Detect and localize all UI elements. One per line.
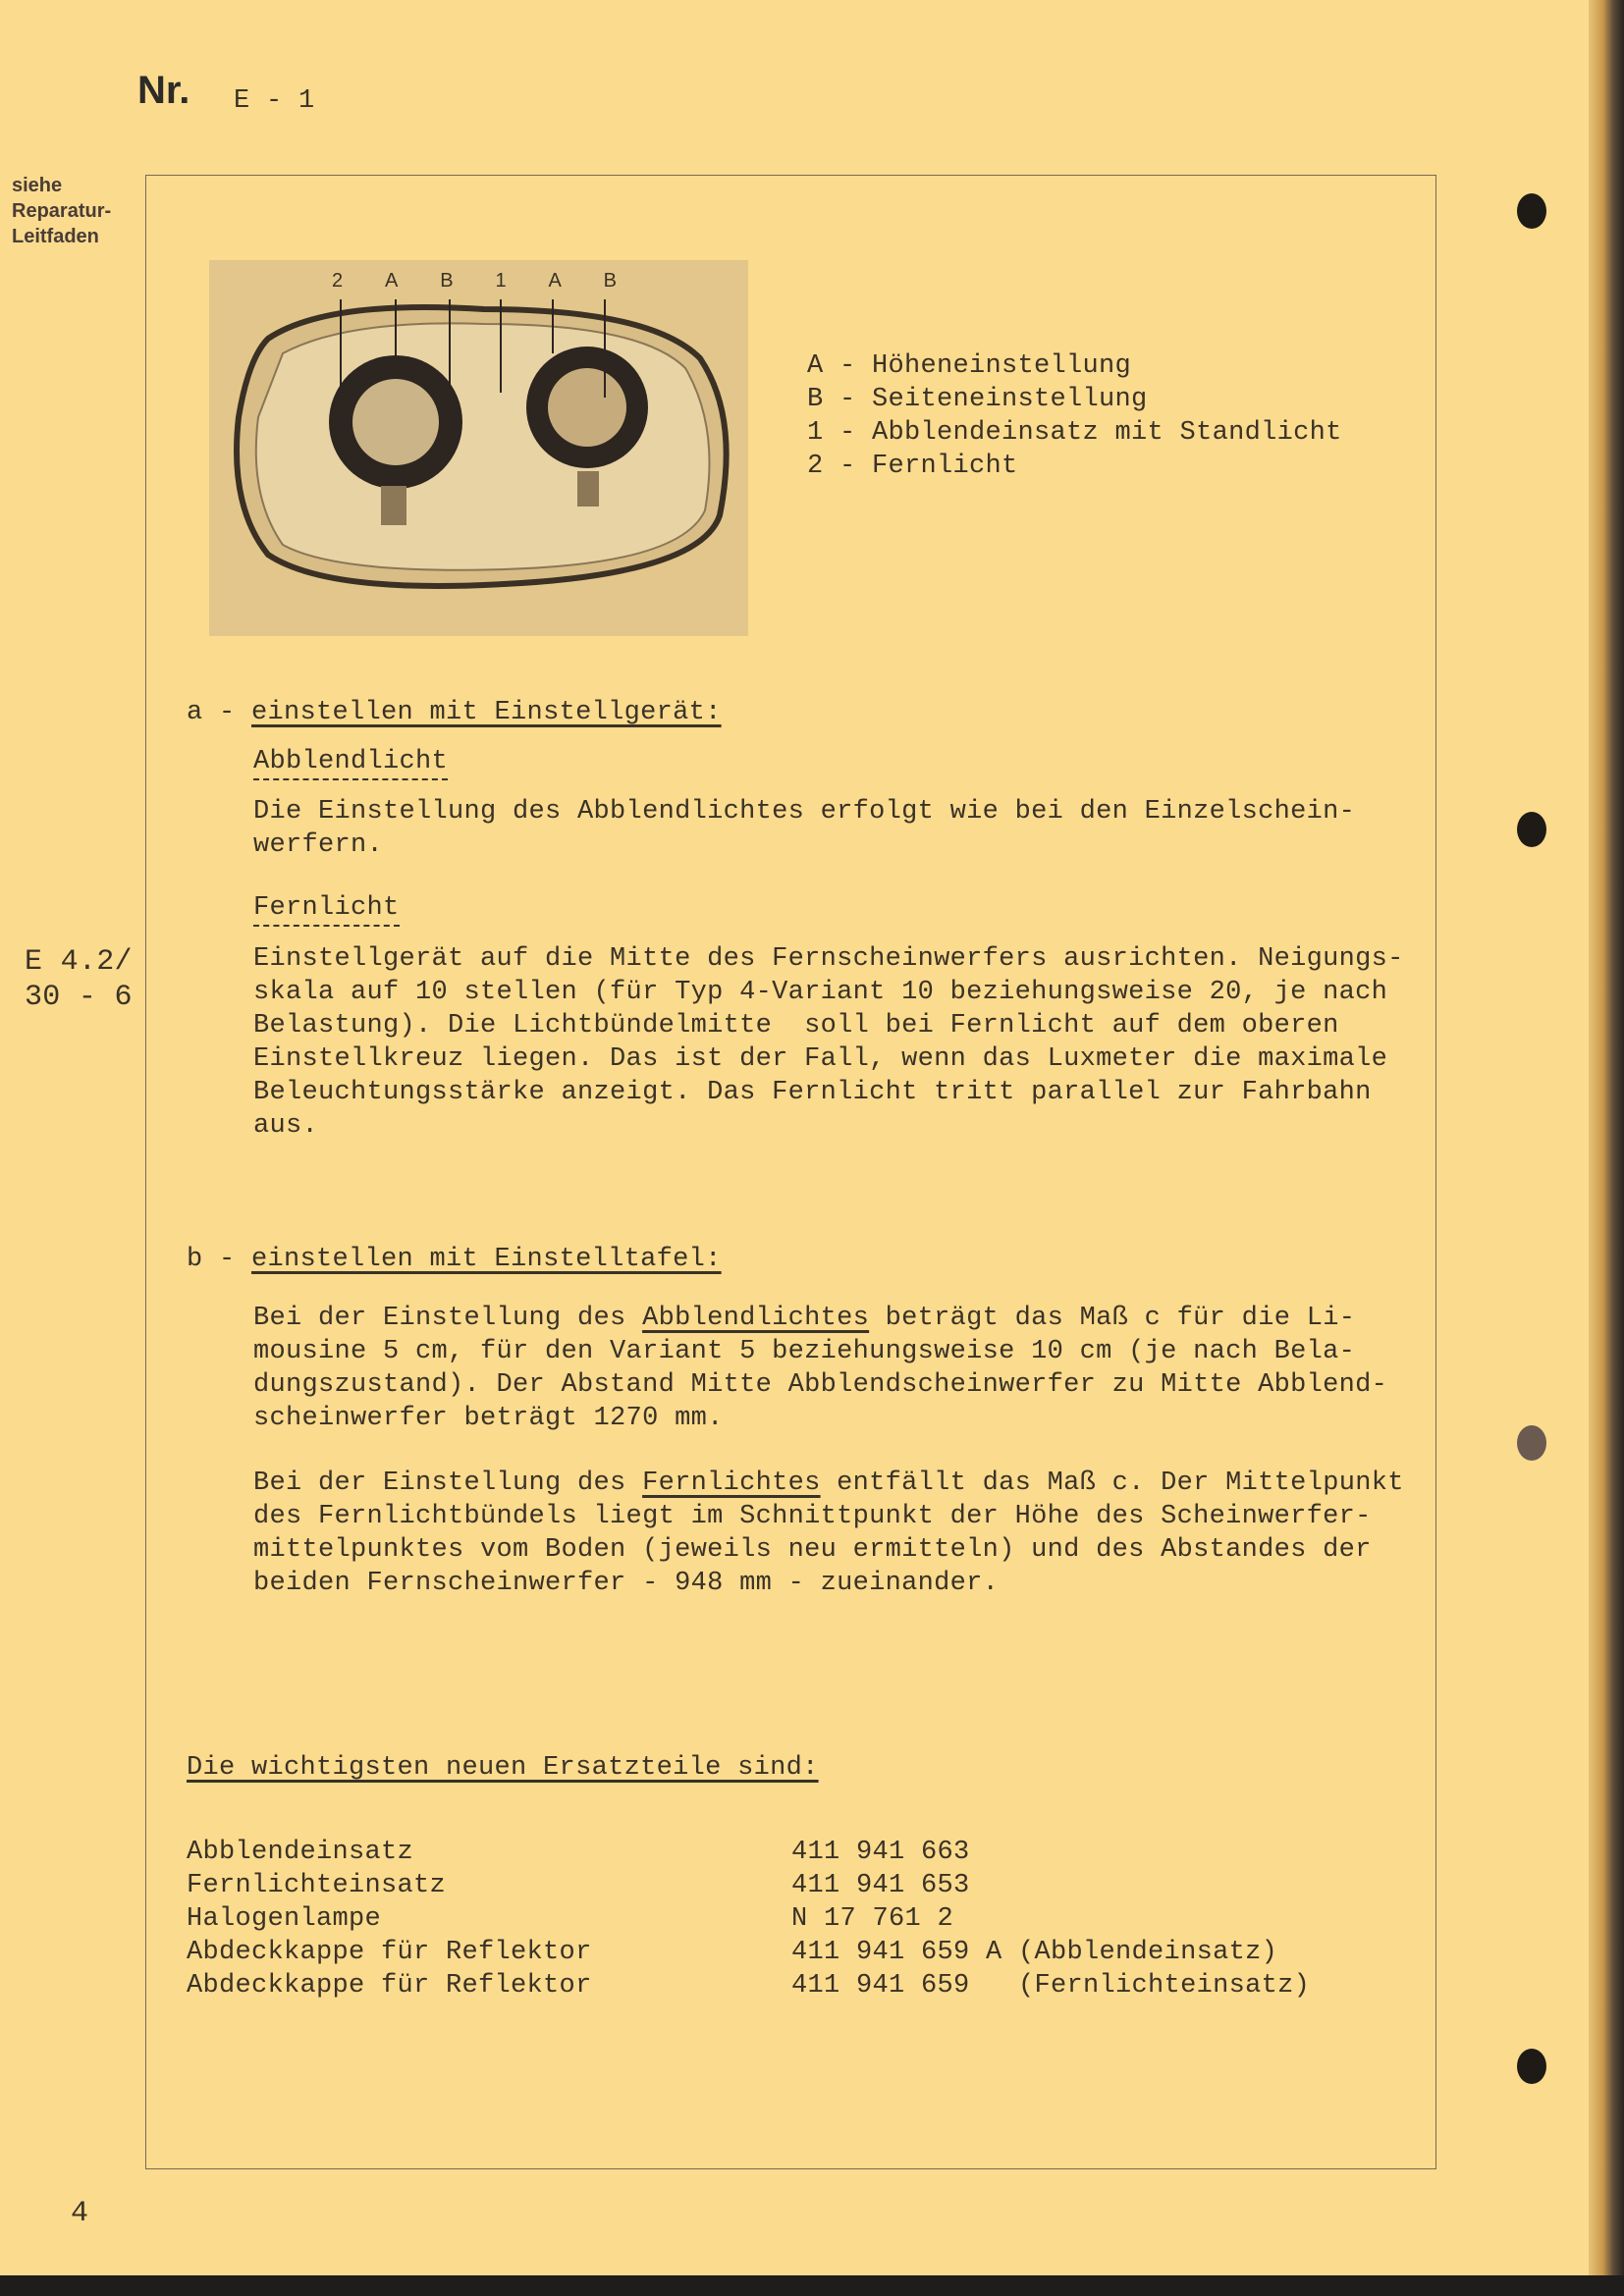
section-b-paragraph-1: [253, 1302, 1387, 1435]
legend-item: A - Höheneinstellung: [807, 351, 1132, 381]
reference-line: Reparatur-: [12, 200, 112, 222]
text-line: Einstellgerät auf die Mitte des Fernscheinwerfers ausrichten. Neigungs-: [253, 944, 1404, 974]
callout-label: B: [603, 270, 617, 292]
legend-item: B - Seiteneinstellung: [807, 385, 1148, 414]
reference-line: siehe: [12, 175, 63, 196]
document-number: E - 1: [234, 86, 315, 116]
text-line: skala auf 10 stellen (für Typ 4-Variant 10 beziehungsweise 20, je nach: [253, 978, 1388, 1007]
section-heading: einstellen mit Einstellgerät:: [251, 698, 722, 727]
section-a-heading: [187, 696, 722, 729]
section-b-heading: [187, 1243, 722, 1276]
headlight-assembly-image: [209, 260, 748, 636]
section-ref-line: 30 - 6: [25, 981, 133, 1014]
punch-hole: [1517, 193, 1546, 229]
callout-label: 2: [332, 270, 344, 292]
legend-item: 2 - Fernlicht: [807, 452, 1018, 481]
text-line: Beleuchtungsstärke anzeigt. Das Fernlicht tritt parallel zur Fahrbahn: [253, 1078, 1372, 1107]
text-line: dungszustand). Der Abstand Mitte Abblendscheinwerfer zu Mitte Abblend-: [253, 1370, 1388, 1400]
section-prefix: b -: [187, 1245, 252, 1274]
text-line: mittelpunktes vom Boden (jeweils neu ermitteln) und des Abstandes der: [253, 1535, 1372, 1565]
text-span: beträgt das Maß c für die Li-: [869, 1304, 1356, 1333]
parts-names: [187, 1836, 592, 2002]
part-number: 411 941 659 (Fernlichteinsatz): [791, 1971, 1311, 2001]
section-b-paragraph-2: [253, 1467, 1404, 1600]
text-line: Die Einstellung des Abblendlichtes erfolgt wie bei den Einzelschein-: [253, 797, 1356, 827]
text-span: entfällt das Maß c. Der Mittelpunkt: [820, 1468, 1404, 1498]
legend-item: 1 - Abblendeinsatz mit Standlicht: [807, 418, 1342, 448]
figure-legend: [807, 349, 1342, 483]
headlight-photo: [209, 260, 748, 636]
punch-hole: [1517, 812, 1546, 847]
text-span: Bei der Einstellung des: [253, 1304, 643, 1333]
underlined-term: Fernlichtes: [642, 1468, 821, 1498]
text-line: mousine 5 cm, für den Variant 5 beziehungsweise 10 cm (je nach Bela-: [253, 1337, 1356, 1366]
callout-label: 1: [495, 270, 507, 292]
reference-line: Leitfaden: [12, 226, 99, 247]
section-ref-line: E 4.2/: [25, 945, 133, 979]
photo-callouts: [332, 270, 617, 293]
page-number: 4: [71, 2197, 89, 2230]
callout-label: B: [440, 270, 454, 292]
punch-hole: [1517, 2049, 1546, 2084]
part-name: Abdeckkappe für Reflektor: [187, 1938, 592, 1967]
text-line: des Fernlichtbündels liegt im Schnittpunkt der Höhe des Scheinwerfer-: [253, 1502, 1372, 1531]
part-number: 411 941 653: [791, 1871, 970, 1900]
text-line: aus.: [253, 1111, 319, 1141]
underlined-term: Abblendlichtes: [642, 1304, 870, 1333]
section-heading: einstellen mit Einstelltafel:: [251, 1245, 722, 1274]
subheading-abblendlicht: Abblendlicht: [253, 747, 448, 780]
parts-heading: Die wichtigsten neuen Ersatzteile sind:: [187, 1753, 819, 1783]
part-number: 411 941 659 A (Abblendeinsatz): [791, 1938, 1278, 1967]
text-line: scheinwerfer beträgt 1270 mm.: [253, 1404, 724, 1433]
part-name: Abblendeinsatz: [187, 1838, 414, 1867]
part-number: 411 941 663: [791, 1838, 970, 1867]
text-line: Einstellkreuz liegen. Das ist der Fall, wenn das Luxmeter die maximale: [253, 1044, 1388, 1074]
part-number: N 17 761 2: [791, 1904, 954, 1934]
text-span: Bei der Einstellung des: [253, 1468, 643, 1498]
part-name: Abdeckkappe für Reflektor: [187, 1971, 592, 2001]
punch-hole: [1517, 1425, 1546, 1461]
part-name: Fernlichteinsatz: [187, 1871, 447, 1900]
page-edge-shadow: [1589, 0, 1624, 2296]
callout-label: A: [548, 270, 562, 292]
callout-label: A: [385, 270, 399, 292]
text-line: beiden Fernscheinwerfer - 948 mm - zueinander.: [253, 1569, 1000, 1598]
abblendlicht-text: [253, 795, 1355, 862]
reference-note: [12, 173, 111, 249]
text-line: werfern.: [253, 830, 384, 860]
nr-label: Nr.: [137, 69, 190, 112]
parts-numbers: [791, 1836, 1310, 2002]
section-prefix: a -: [187, 698, 252, 727]
section-reference: [25, 944, 133, 1015]
bottom-edge: [0, 2275, 1624, 2296]
part-name: Halogenlampe: [187, 1904, 382, 1934]
subheading-fernlicht: Fernlicht: [253, 893, 400, 927]
fernlicht-text: [253, 942, 1404, 1143]
text-line: Belastung). Die Lichtbündelmitte soll bei Fernlicht auf dem oberen: [253, 1011, 1339, 1041]
